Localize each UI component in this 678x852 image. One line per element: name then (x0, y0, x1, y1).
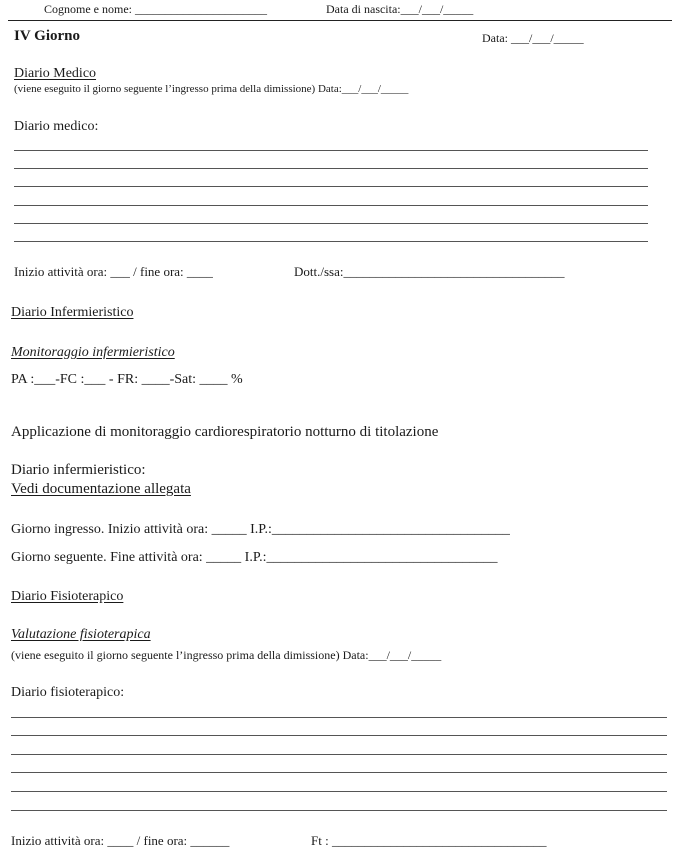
cardiorespiratory-monitoring-text: Applicazione di monitoraggio cardiorespiratorio notturno di titolazione (11, 424, 439, 440)
see-attached-docs: Vedi documentazione allegata (11, 481, 191, 497)
entry-day-activity: Giorno ingresso. Inizio attività ora: _____ I.P.:__________________________________ (11, 522, 510, 537)
nursing-diary-heading: Diario Infermieristico (11, 305, 134, 320)
medical-diary-label: Diario medico: (14, 119, 99, 134)
medical-activity-time: Inizio attività ora: ___ / fine ora: ____ (14, 264, 213, 279)
header-divider (8, 20, 672, 21)
physio-evaluation-note: (viene eseguito il giorno seguente l’ingresso prima della dimissione) Data:___/___/_____ (11, 648, 442, 662)
physio-diary-line (11, 772, 667, 773)
physio-evaluation-heading: Valutazione fisioterapica (11, 627, 151, 642)
vital-signs-fields: PA :___-FC :___ - FR: ____-Sat: ____ % (11, 372, 243, 387)
medical-diary-line (14, 186, 648, 187)
day-title: IV Giorno (14, 28, 80, 44)
nursing-monitoring-heading: Monitoraggio infermieristico (11, 345, 175, 360)
medical-diary-note: (viene eseguito il giorno seguente l’ingresso prima della dimissione) Data:___/___/_____ (14, 83, 409, 95)
therapist-signature-field: Ft : _________________________________ (311, 833, 547, 848)
medical-diary-line (14, 205, 648, 206)
physio-diary-line (11, 717, 667, 718)
physio-diary-line (11, 735, 667, 736)
physio-diary-label: Diario fisioterapico: (11, 685, 125, 700)
nursing-diary-label: Diario infermieristico: (11, 462, 146, 478)
medical-diary-line (14, 223, 648, 224)
physio-diary-line (11, 810, 667, 811)
physio-activity-time: Inizio attività ora: ____ / fine ora: ______ (11, 833, 230, 848)
medical-diary-line (14, 150, 648, 151)
medical-diary-line (14, 241, 648, 242)
name-field-label: Cognome e nome: ______________________ (44, 2, 267, 16)
physio-diary-line (11, 754, 667, 755)
physio-diary-line (11, 791, 667, 792)
birth-date-label: Data di nascita:___/___/_____ (326, 2, 474, 16)
medical-diary-heading: Diario Medico (14, 66, 97, 81)
medical-diary-line (14, 168, 648, 169)
physio-diary-heading: Diario Fisioterapico (11, 589, 124, 604)
next-day-activity: Giorno seguente. Fine attività ora: _____ I.P.:_________________________________ (11, 550, 498, 565)
doctor-signature-field: Dott./ssa:__________________________________ (294, 264, 565, 279)
day-date-label: Data: ___/___/_____ (482, 31, 584, 45)
